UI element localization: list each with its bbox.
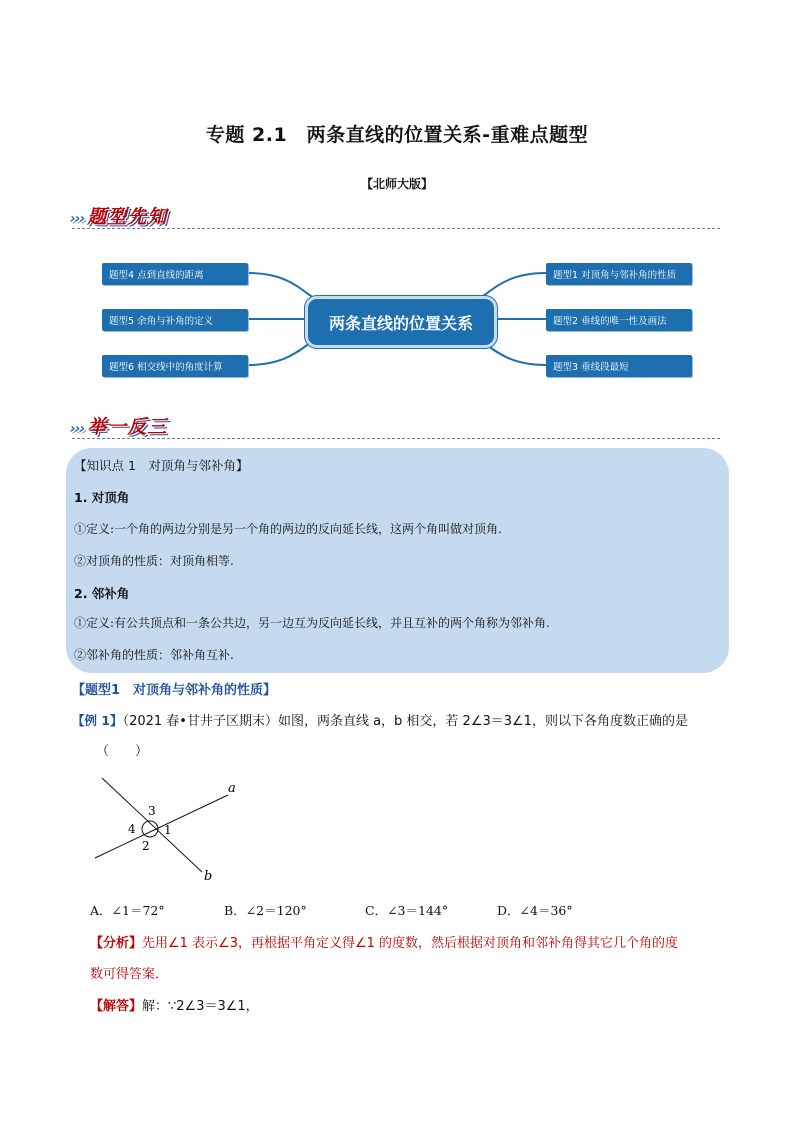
solution-text: 解：∵2∠3＝3∠1，	[142, 999, 259, 1014]
knowledge-heading-2: 2. 邻补角	[74, 586, 130, 601]
example-text: （2021 春•甘井子区期末）如图，两条直线 a，b 相交，若 2∠3＝3∠1，则以下各角度数正确的是	[122, 714, 688, 729]
solution	[90, 995, 259, 1014]
choice-b: B．∠2＝120°	[224, 903, 307, 918]
divider	[72, 438, 720, 439]
intersecting-lines-figure	[90, 772, 250, 892]
arrows-icon: ›››	[70, 211, 85, 227]
angle-label-3: 3	[148, 804, 156, 818]
section-head-preview-label: 题型先知	[87, 206, 168, 228]
knowledge-line-2: ②对顶角的性质：对顶角相等.	[74, 554, 234, 568]
knowledge-line-4: ②邻补角的性质：邻补角互补.	[74, 648, 234, 662]
mindmap-node-type3: 题型3 垂线段最短	[546, 355, 692, 377]
example-paren: （ ）	[96, 744, 149, 759]
line-label-a: a	[228, 781, 236, 796]
section-head-preview	[70, 202, 167, 229]
type1-header: 【题型1 对顶角与邻补角的性质】	[72, 683, 277, 698]
knowledge-header: 【知识点 1 对顶角与邻补角】	[74, 458, 249, 473]
knowledge-line-3: ①定义:有公共顶点和一条公共边，另一边互为反向延长线，并且互补的两个角称为邻补角.	[74, 616, 550, 630]
example-1	[72, 710, 732, 729]
analysis-line-2: 数可得答案．	[90, 967, 169, 982]
choice-a: A．∠1＝72°	[90, 903, 165, 918]
mindmap-node-type5: 题型5 余角与补角的定义	[102, 309, 248, 331]
mindmap-node-type2: 题型2 垂线的唯一性及画法	[546, 309, 692, 331]
divider	[72, 228, 720, 229]
mind-map	[72, 248, 722, 388]
section-head-practice	[70, 412, 167, 439]
analysis-line-1: 先用∠1 表示∠3，再根据平角定义得∠1 的度数，然后根据对顶角和邻补角得其它几个角的度	[142, 936, 679, 951]
angle-label-4: 4	[128, 822, 136, 836]
line-label-b: b	[204, 869, 213, 884]
example-tag: 【例 1】	[72, 713, 123, 728]
knowledge-line-1: ①定义:一个角的两边分别是另一个角的两边的反向延长线，这两个角叫做对顶角.	[74, 522, 502, 536]
analysis	[90, 932, 730, 951]
choice-c: C．∠3＝144°	[365, 903, 449, 918]
arrows-icon: ›››	[70, 421, 85, 437]
mindmap-center: 两条直线的位置关系	[305, 296, 497, 348]
solution-tag: 【解答】	[90, 999, 143, 1014]
mindmap-node-type1: 题型1 对顶角与邻补角的性质	[546, 263, 692, 285]
knowledge-heading-1: 1. 对顶角	[74, 490, 130, 505]
knowledge-box	[66, 448, 729, 673]
angle-label-1: 1	[164, 823, 172, 837]
mindmap-node-type4: 题型4 点到直线的距离	[102, 263, 248, 285]
mindmap-node-type6: 题型6 相交线中的角度计算	[102, 355, 248, 377]
page-title: 专题 2.1 两条直线的位置关系-重难点题型	[205, 124, 589, 146]
section-head-practice-label: 举一反三	[87, 416, 168, 438]
choice-d: D．∠4＝36°	[497, 903, 573, 918]
angle-label-2: 2	[142, 839, 150, 853]
analysis-tag: 【分析】	[90, 936, 143, 951]
edition-label: 【北师大版】	[360, 177, 433, 191]
